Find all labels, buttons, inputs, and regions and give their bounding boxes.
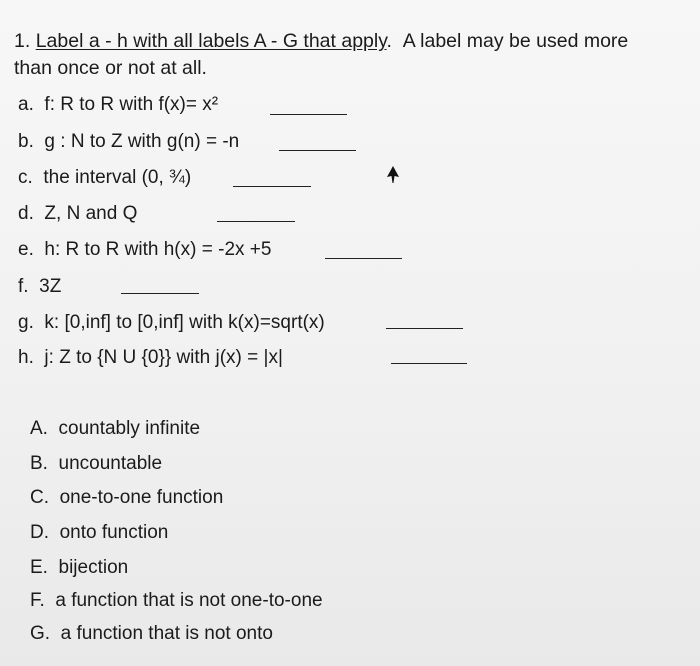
answer-blank-e[interactable]	[325, 258, 402, 259]
answer-blank-c[interactable]	[233, 186, 311, 187]
question-heading	[14, 30, 628, 52]
answer-blank-g[interactable]	[386, 328, 463, 329]
answer-blank-a[interactable]	[270, 114, 347, 115]
label-text: countably infinite	[58, 418, 201, 439]
instruction-period: .	[386, 30, 392, 52]
answer-blank-f[interactable]	[121, 293, 199, 294]
label-text: a function that is not one-to-one	[55, 590, 323, 611]
item-letter: d.	[18, 203, 34, 224]
item-letter: a.	[18, 94, 34, 115]
label-text: onto function	[59, 522, 169, 543]
item-text: the interval (0, ¾)	[43, 167, 192, 188]
label-c	[30, 487, 223, 509]
item-f	[18, 276, 61, 298]
item-text: Z, N and Q	[44, 203, 138, 224]
item-letter: e.	[18, 239, 34, 260]
item-g	[18, 312, 325, 334]
question-instruction: Label a - h with all labels A - G that apply	[35, 30, 387, 52]
label-letter: C.	[30, 487, 49, 508]
item-letter: f.	[18, 276, 29, 297]
item-text: k: [0,inf] to [0,inf] with k(x)=sqrt(x)	[44, 312, 325, 333]
mouse-pointer-icon	[386, 166, 400, 184]
label-text: bijection	[58, 557, 129, 578]
item-text: f: R to R with f(x)= x²	[44, 94, 219, 115]
label-text: one-to-one function	[59, 487, 224, 508]
item-b	[18, 131, 239, 153]
item-a	[18, 94, 218, 116]
item-letter: g.	[18, 312, 34, 333]
item-text: g : N to Z with g(n) = -n	[44, 131, 240, 152]
item-e	[18, 239, 271, 261]
label-letter: B.	[30, 453, 48, 474]
answer-blank-d[interactable]	[217, 221, 295, 222]
label-b	[30, 453, 162, 475]
label-letter: A.	[30, 418, 48, 439]
item-h	[18, 347, 283, 369]
label-g	[30, 623, 273, 645]
item-text: j: Z to {N U {0}} with j(x) = |x|	[44, 347, 283, 368]
item-letter: b.	[18, 131, 34, 152]
label-d	[30, 522, 168, 544]
label-f	[30, 590, 323, 612]
answer-blank-h[interactable]	[391, 363, 467, 364]
label-letter: E.	[30, 557, 48, 578]
label-text: uncountable	[58, 453, 163, 474]
item-text: 3Z	[39, 276, 62, 297]
label-text: a function that is not onto	[60, 623, 273, 644]
label-letter: F.	[30, 590, 45, 611]
item-text: h: R to R with h(x) = -2x +5	[44, 239, 272, 260]
instruction-note: A label may be used more	[402, 30, 629, 52]
item-letter: c.	[18, 167, 33, 188]
label-a	[30, 418, 200, 440]
label-letter: D.	[30, 522, 49, 543]
item-c	[18, 167, 191, 189]
item-d	[18, 203, 137, 225]
label-letter: G.	[30, 623, 51, 644]
item-letter: h.	[18, 347, 34, 368]
answer-blank-b[interactable]	[279, 150, 356, 151]
instruction-note-continued: than once or not at all.	[14, 57, 207, 79]
question-number: 1.	[14, 30, 31, 52]
label-e	[30, 557, 128, 579]
